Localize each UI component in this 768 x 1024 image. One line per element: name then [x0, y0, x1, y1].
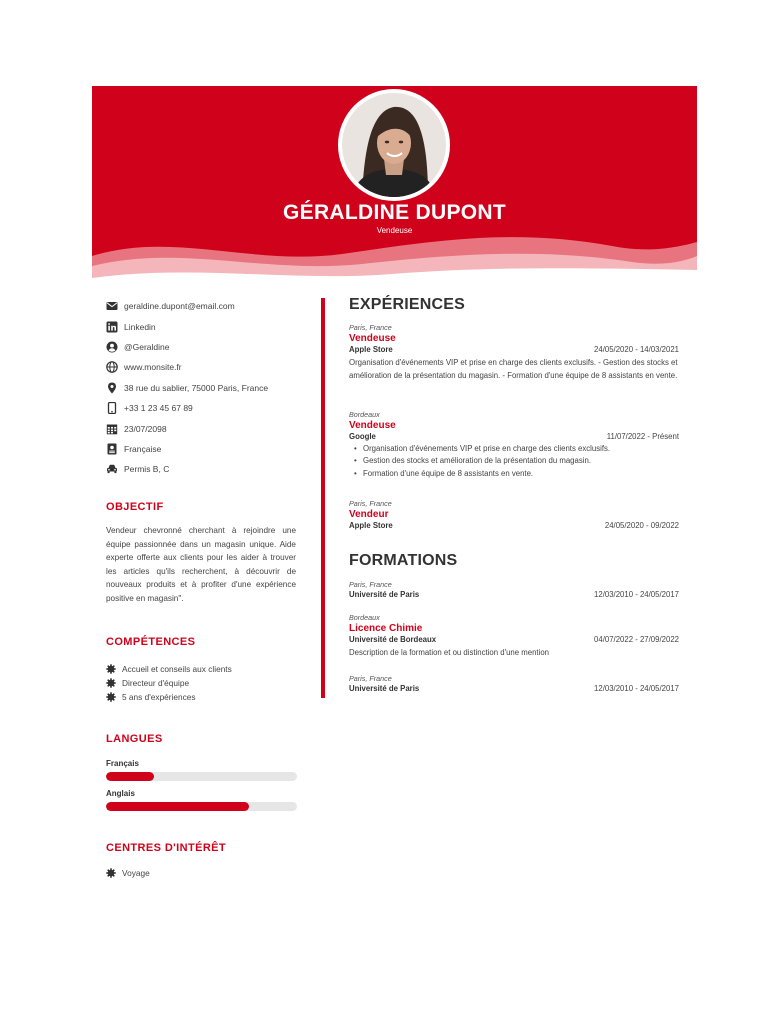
bullet-item: • Gestion des stocks et amélioration de la présentation du magasin.	[349, 455, 679, 467]
contact-address-text: 38 rue du sablier, 75000 Paris, France	[124, 382, 269, 393]
contact-website-text: www.monsite.fr	[124, 362, 182, 373]
contact-nationality-text: Française	[124, 443, 162, 454]
languages-heading: LANGUES	[106, 733, 163, 745]
contact-website	[106, 357, 296, 377]
language-level-fill	[106, 802, 249, 811]
skill-text: 5 ans d'expériences	[122, 692, 196, 702]
entry-meta	[349, 684, 679, 693]
entry-location: Paris, France	[349, 499, 392, 508]
formations-heading: FORMATIONS	[349, 552, 458, 569]
contact-linkedin-text: Linkedin	[124, 321, 156, 332]
skill-text: Accueil et conseils aux clients	[122, 664, 232, 674]
map-pin-icon	[106, 382, 118, 394]
skills-list	[106, 662, 232, 704]
formation-entry	[349, 613, 679, 659]
gear-bullet-icon	[106, 868, 116, 878]
language-english	[106, 789, 297, 811]
contact-nationality	[106, 439, 296, 459]
contact-license	[106, 459, 296, 479]
left-column	[106, 296, 296, 878]
user-circle-icon	[106, 341, 118, 353]
column-divider	[321, 298, 325, 698]
entry-dates: 24/05/2020 - 14/03/2021	[594, 345, 679, 354]
entry-dates: 12/03/2010 - 24/05/2017	[594, 684, 679, 693]
globe-icon	[106, 361, 118, 373]
bullet-item: • Organisation d'événements VIP et prise en charge des clients exclusifs.	[349, 443, 679, 455]
entry-title: Vendeuse	[349, 333, 396, 344]
experience-entry	[349, 499, 679, 530]
language-level-bar	[106, 772, 297, 781]
contact-email	[106, 296, 296, 316]
entry-bullets	[349, 443, 679, 480]
skills-heading: COMPÉTENCES	[106, 636, 196, 648]
portrait-image	[342, 93, 446, 197]
entry-dates: 04/07/2022 - 27/09/2022	[594, 635, 679, 644]
entry-description: Organisation d'événements VIP et prise en charge des clients exclusifs. - Gestion des stocks et amélioration de la présentation du magasin. - Formation d'une équipe de 8 assistants en vente.	[349, 358, 678, 381]
interest-text: Voyage	[122, 868, 150, 878]
contact-phone	[106, 398, 296, 418]
contact-linkedin	[106, 316, 296, 336]
entry-meta	[349, 432, 679, 441]
contact-handle	[106, 337, 296, 357]
language-french	[106, 759, 297, 781]
resume-page	[92, 86, 697, 956]
interest-item	[106, 868, 150, 878]
interests-heading: CENTRES D'INTÉRÊT	[106, 842, 227, 854]
entry-meta	[349, 521, 679, 530]
gear-bullet-icon	[106, 664, 116, 674]
linkedin-icon	[106, 321, 118, 333]
profile-photo	[338, 89, 450, 201]
entry-meta	[349, 590, 679, 599]
entry-org: Université de Paris	[349, 684, 420, 693]
entry-org: Université de Bordeaux	[349, 635, 437, 644]
id-card-icon	[106, 443, 118, 455]
entry-org: Apple Store	[349, 345, 393, 354]
experiences-heading: EXPÉRIENCES	[349, 296, 466, 313]
objective-text: Vendeur chevronné cherchant à rejoindre une équipe passionnée dans un magasin unique. Aide experte offerte aux clients pour les aider à trouver les articles qu'ils recherchent, à découvrir de nouveaux produits et à profiter d'une expérience positive en magasin".	[106, 526, 296, 603]
calendar-icon	[106, 423, 118, 435]
gear-bullet-icon	[106, 692, 116, 702]
right-column	[349, 296, 679, 693]
entry-location: Paris, France	[349, 580, 392, 589]
entry-title: Licence Chimie	[349, 623, 423, 634]
contact-list	[106, 296, 296, 480]
entry-dates: 12/03/2010 - 24/05/2017	[594, 590, 679, 599]
car-icon	[106, 463, 118, 475]
entry-org: Google	[349, 432, 376, 441]
entry-org: Apple Store	[349, 521, 393, 530]
contact-license-text: Permis B, C	[124, 464, 170, 475]
entry-org: Université de Paris	[349, 590, 420, 599]
entry-title: Vendeur	[349, 509, 389, 520]
language-level-fill	[106, 772, 154, 781]
bullet-item: • Formation d'une équipe de 8 assistants en vente.	[349, 468, 679, 480]
formation-entry	[349, 580, 679, 599]
interests-list	[106, 868, 150, 878]
contact-email-text: geraldine.dupont@email.com	[124, 301, 235, 312]
contact-address	[106, 378, 296, 398]
header-waves	[92, 236, 697, 286]
entry-description: Description de la formation et ou distinction d'une mention	[349, 648, 549, 657]
objective-heading: OBJECTIF	[106, 501, 164, 513]
experience-entry	[349, 410, 679, 480]
contact-handle-text: @Geraldine	[124, 341, 170, 352]
entry-location: Bordeaux	[349, 613, 380, 622]
contact-phone-text: +33 1 23 45 67 89	[124, 403, 193, 414]
entry-location: Paris, France	[349, 674, 392, 683]
resume-header	[92, 86, 697, 286]
language-label: Anglais	[106, 789, 135, 798]
language-level-bar	[106, 802, 297, 811]
entry-meta	[349, 635, 679, 644]
candidate-name: GÉRALDINE DUPONT	[283, 201, 506, 224]
entry-location: Paris, France	[349, 323, 392, 332]
language-label: Français	[106, 759, 139, 768]
skill-text: Directeur d'équipe	[122, 678, 190, 688]
contact-birthdate-text: 23/07/2098	[124, 423, 167, 434]
candidate-role: Vendeuse	[376, 226, 413, 235]
experience-entry	[349, 323, 679, 383]
skill-item	[106, 662, 232, 676]
entry-location: Bordeaux	[349, 410, 380, 419]
skill-item	[106, 690, 232, 704]
entry-dates: 11/07/2022 - Présent	[606, 432, 679, 441]
phone-icon	[106, 402, 118, 414]
entry-meta	[349, 345, 679, 354]
skill-item	[106, 676, 232, 690]
formation-entry	[349, 674, 679, 693]
envelope-icon	[106, 300, 118, 312]
gear-bullet-icon	[106, 678, 116, 688]
entry-dates: 24/05/2020 - 09/2022	[604, 521, 679, 530]
entry-title: Vendeuse	[349, 420, 396, 431]
contact-birthdate	[106, 418, 296, 438]
